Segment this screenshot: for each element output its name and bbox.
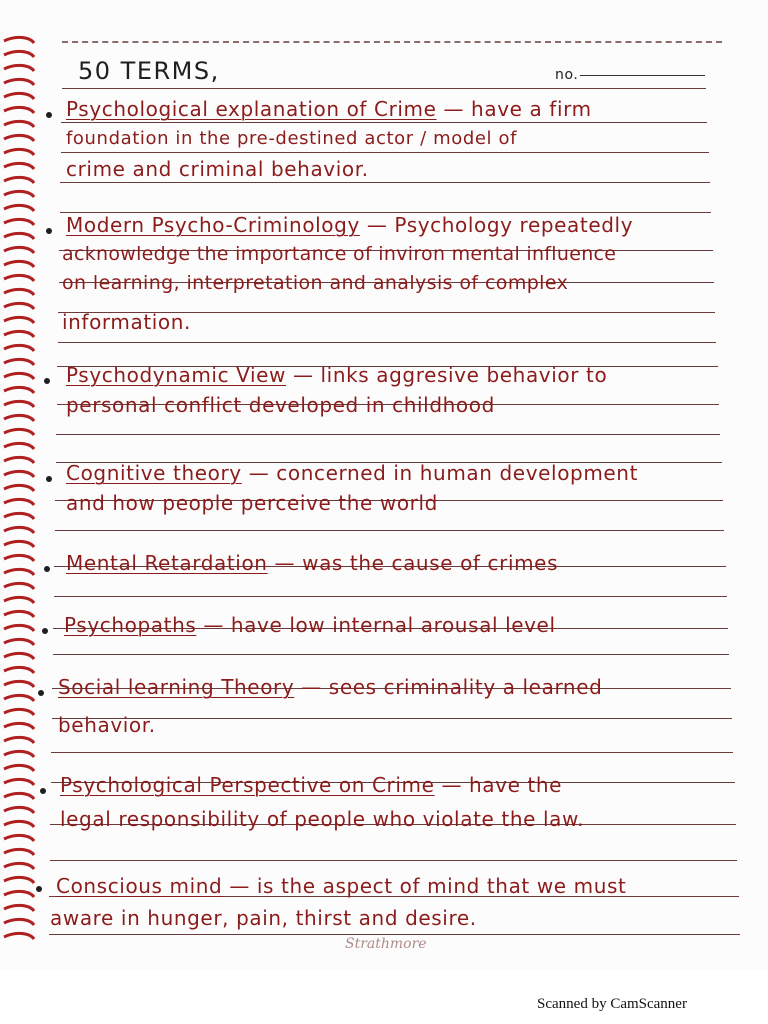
ruled-line [58, 342, 716, 343]
spiral-coil [4, 597, 34, 603]
entry-line [66, 550, 558, 576]
bullet [46, 476, 52, 482]
entry-text: — have low internal arousal level [196, 613, 556, 637]
bullet [40, 788, 46, 794]
spiral-coil [4, 317, 34, 323]
entry-term: Mental Retardation [66, 551, 268, 575]
spiral-coil [4, 513, 34, 519]
entry-text: on learning, interpretation and analysis of complex [62, 272, 569, 294]
spiral-coil [4, 219, 34, 225]
scanner-footer: Scanned by CamScanner [537, 996, 687, 1012]
entry-text: — is the aspect of mind that we must [222, 874, 627, 898]
ruled-line [62, 88, 706, 89]
entry-line [66, 212, 633, 238]
paper-brand-watermark: Strathmore [345, 936, 427, 952]
ruled-line [53, 654, 729, 655]
ruled-line [61, 152, 709, 153]
spiral-coil [4, 919, 34, 925]
bullet [46, 228, 52, 234]
spiral-coil [4, 737, 34, 743]
entry-text: — have the [434, 773, 563, 797]
page-number-line [580, 75, 705, 76]
entry-term: Psychodynamic View [66, 363, 286, 387]
ruled-line [50, 860, 737, 861]
spiral-coil [4, 681, 34, 687]
spiral-coil [4, 121, 34, 127]
spiral-coil [4, 583, 34, 589]
entry-line [66, 362, 607, 388]
spiral-coil [4, 303, 34, 309]
spiral-coil [4, 877, 34, 883]
spiral-coil [4, 135, 34, 141]
spiral-coil [4, 331, 34, 337]
entry-text: information. [62, 310, 191, 334]
entry-term: Cognitive theory [66, 461, 242, 485]
ruled-line [61, 122, 707, 123]
spiral-coil [4, 541, 34, 547]
spiral-coil [4, 933, 34, 939]
spiral-coil [4, 653, 34, 659]
spiral-coil [4, 247, 34, 253]
spiral-coil [4, 443, 34, 449]
entry-text: — was the cause of crimes [267, 551, 559, 575]
spiral-coil [4, 191, 34, 197]
entry-line [66, 96, 592, 122]
ruled-line [49, 934, 740, 935]
bullet [44, 566, 50, 572]
spiral-coil [4, 499, 34, 505]
entry-term: Psychological explanation of Crime [66, 97, 437, 121]
spiral-coil [4, 835, 34, 841]
spiral-coil [4, 457, 34, 463]
entry-text: aware in hunger, pain, thirst and desire. [50, 906, 477, 930]
spiral-binding [0, 35, 40, 945]
spiral-coil [4, 639, 34, 645]
spiral-coil [4, 527, 34, 533]
spiral-coil [4, 65, 34, 71]
spiral-coil [4, 415, 34, 421]
ruled-line [55, 530, 724, 531]
entry-text: legal responsibility of people who violate the law. [60, 807, 585, 831]
spiral-coil [4, 429, 34, 435]
ruled-line [60, 182, 710, 183]
entry-text: — sees criminality a learned [294, 675, 603, 699]
entry-text: personal conflict developed in childhood [66, 393, 495, 417]
spiral-coil [4, 779, 34, 785]
spiral-coil [4, 79, 34, 85]
spiral-coil [4, 485, 34, 491]
spiral-coil [4, 51, 34, 57]
ruled-line [51, 752, 733, 753]
entry-text: — concerned in human development [241, 461, 639, 485]
spiral-coil [4, 177, 34, 183]
spiral-coil [4, 345, 34, 351]
entry-term: Social learning Theory [58, 675, 295, 699]
spiral-coil [4, 37, 34, 43]
spiral-coil [4, 723, 34, 729]
spiral-coil [4, 205, 34, 211]
spiral-coil [4, 905, 34, 911]
entry-line [64, 612, 556, 638]
spiral-coil [4, 751, 34, 757]
spiral-coil [4, 891, 34, 897]
spiral-coil [4, 401, 34, 407]
spiral-coil [4, 275, 34, 281]
entry-text: behavior. [58, 713, 156, 737]
entry-term: Psychopaths [64, 613, 197, 637]
spiral-coil [4, 611, 34, 617]
bullet [46, 112, 52, 118]
entry-term: Psychological Perspective on Crime [60, 773, 435, 797]
spiral-coil [4, 373, 34, 379]
entry-text: crime and criminal behavior. [66, 157, 369, 181]
spiral-coil [4, 289, 34, 295]
spiral-coil [4, 107, 34, 113]
entry-line [56, 873, 626, 899]
entry-term: Modern Psycho-Criminology [66, 213, 360, 237]
spiral-coil [4, 667, 34, 673]
spiral-coil [4, 149, 34, 155]
page-title: 50 TERMS, [78, 57, 220, 85]
ruled-line [56, 434, 720, 435]
spiral-coil [4, 261, 34, 267]
spiral-coil [4, 625, 34, 631]
spiral-coil [4, 163, 34, 169]
spiral-coil [4, 93, 34, 99]
entry-text: — have a firm [436, 97, 592, 121]
spiral-coil [4, 765, 34, 771]
spiral-coil [4, 695, 34, 701]
entry-line [60, 772, 562, 798]
spiral-coil [4, 849, 34, 855]
entry-line [58, 674, 602, 700]
spiral-coil [4, 569, 34, 575]
spiral-coil [4, 359, 34, 365]
entry-text: — Psychology repeatedly [359, 213, 634, 237]
spiral-coil [4, 807, 34, 813]
entry-term: Conscious mind [56, 874, 223, 898]
entry-text: and how people perceive the world [66, 491, 438, 515]
spiral-coil [4, 821, 34, 827]
entry-text: foundation in the pre-destined actor / model of [66, 128, 518, 149]
spiral-coil [4, 233, 34, 239]
bullet [42, 628, 48, 634]
ruled-line [54, 596, 727, 597]
entry-line [66, 460, 638, 486]
top-dashed-line [62, 41, 722, 43]
spiral-coil [4, 709, 34, 715]
spiral-coil [4, 863, 34, 869]
bullet [36, 886, 42, 892]
bullet [38, 690, 44, 696]
spiral-coil [4, 555, 34, 561]
bullet [44, 378, 50, 384]
spiral-coil [4, 387, 34, 393]
entry-text: — links aggresive behavior to [286, 363, 608, 387]
spiral-coil [4, 793, 34, 799]
page-number-label: no. [555, 67, 579, 83]
entry-text: acknowledge the importance of inviron mental influence [62, 243, 617, 265]
spiral-coil [4, 471, 34, 477]
